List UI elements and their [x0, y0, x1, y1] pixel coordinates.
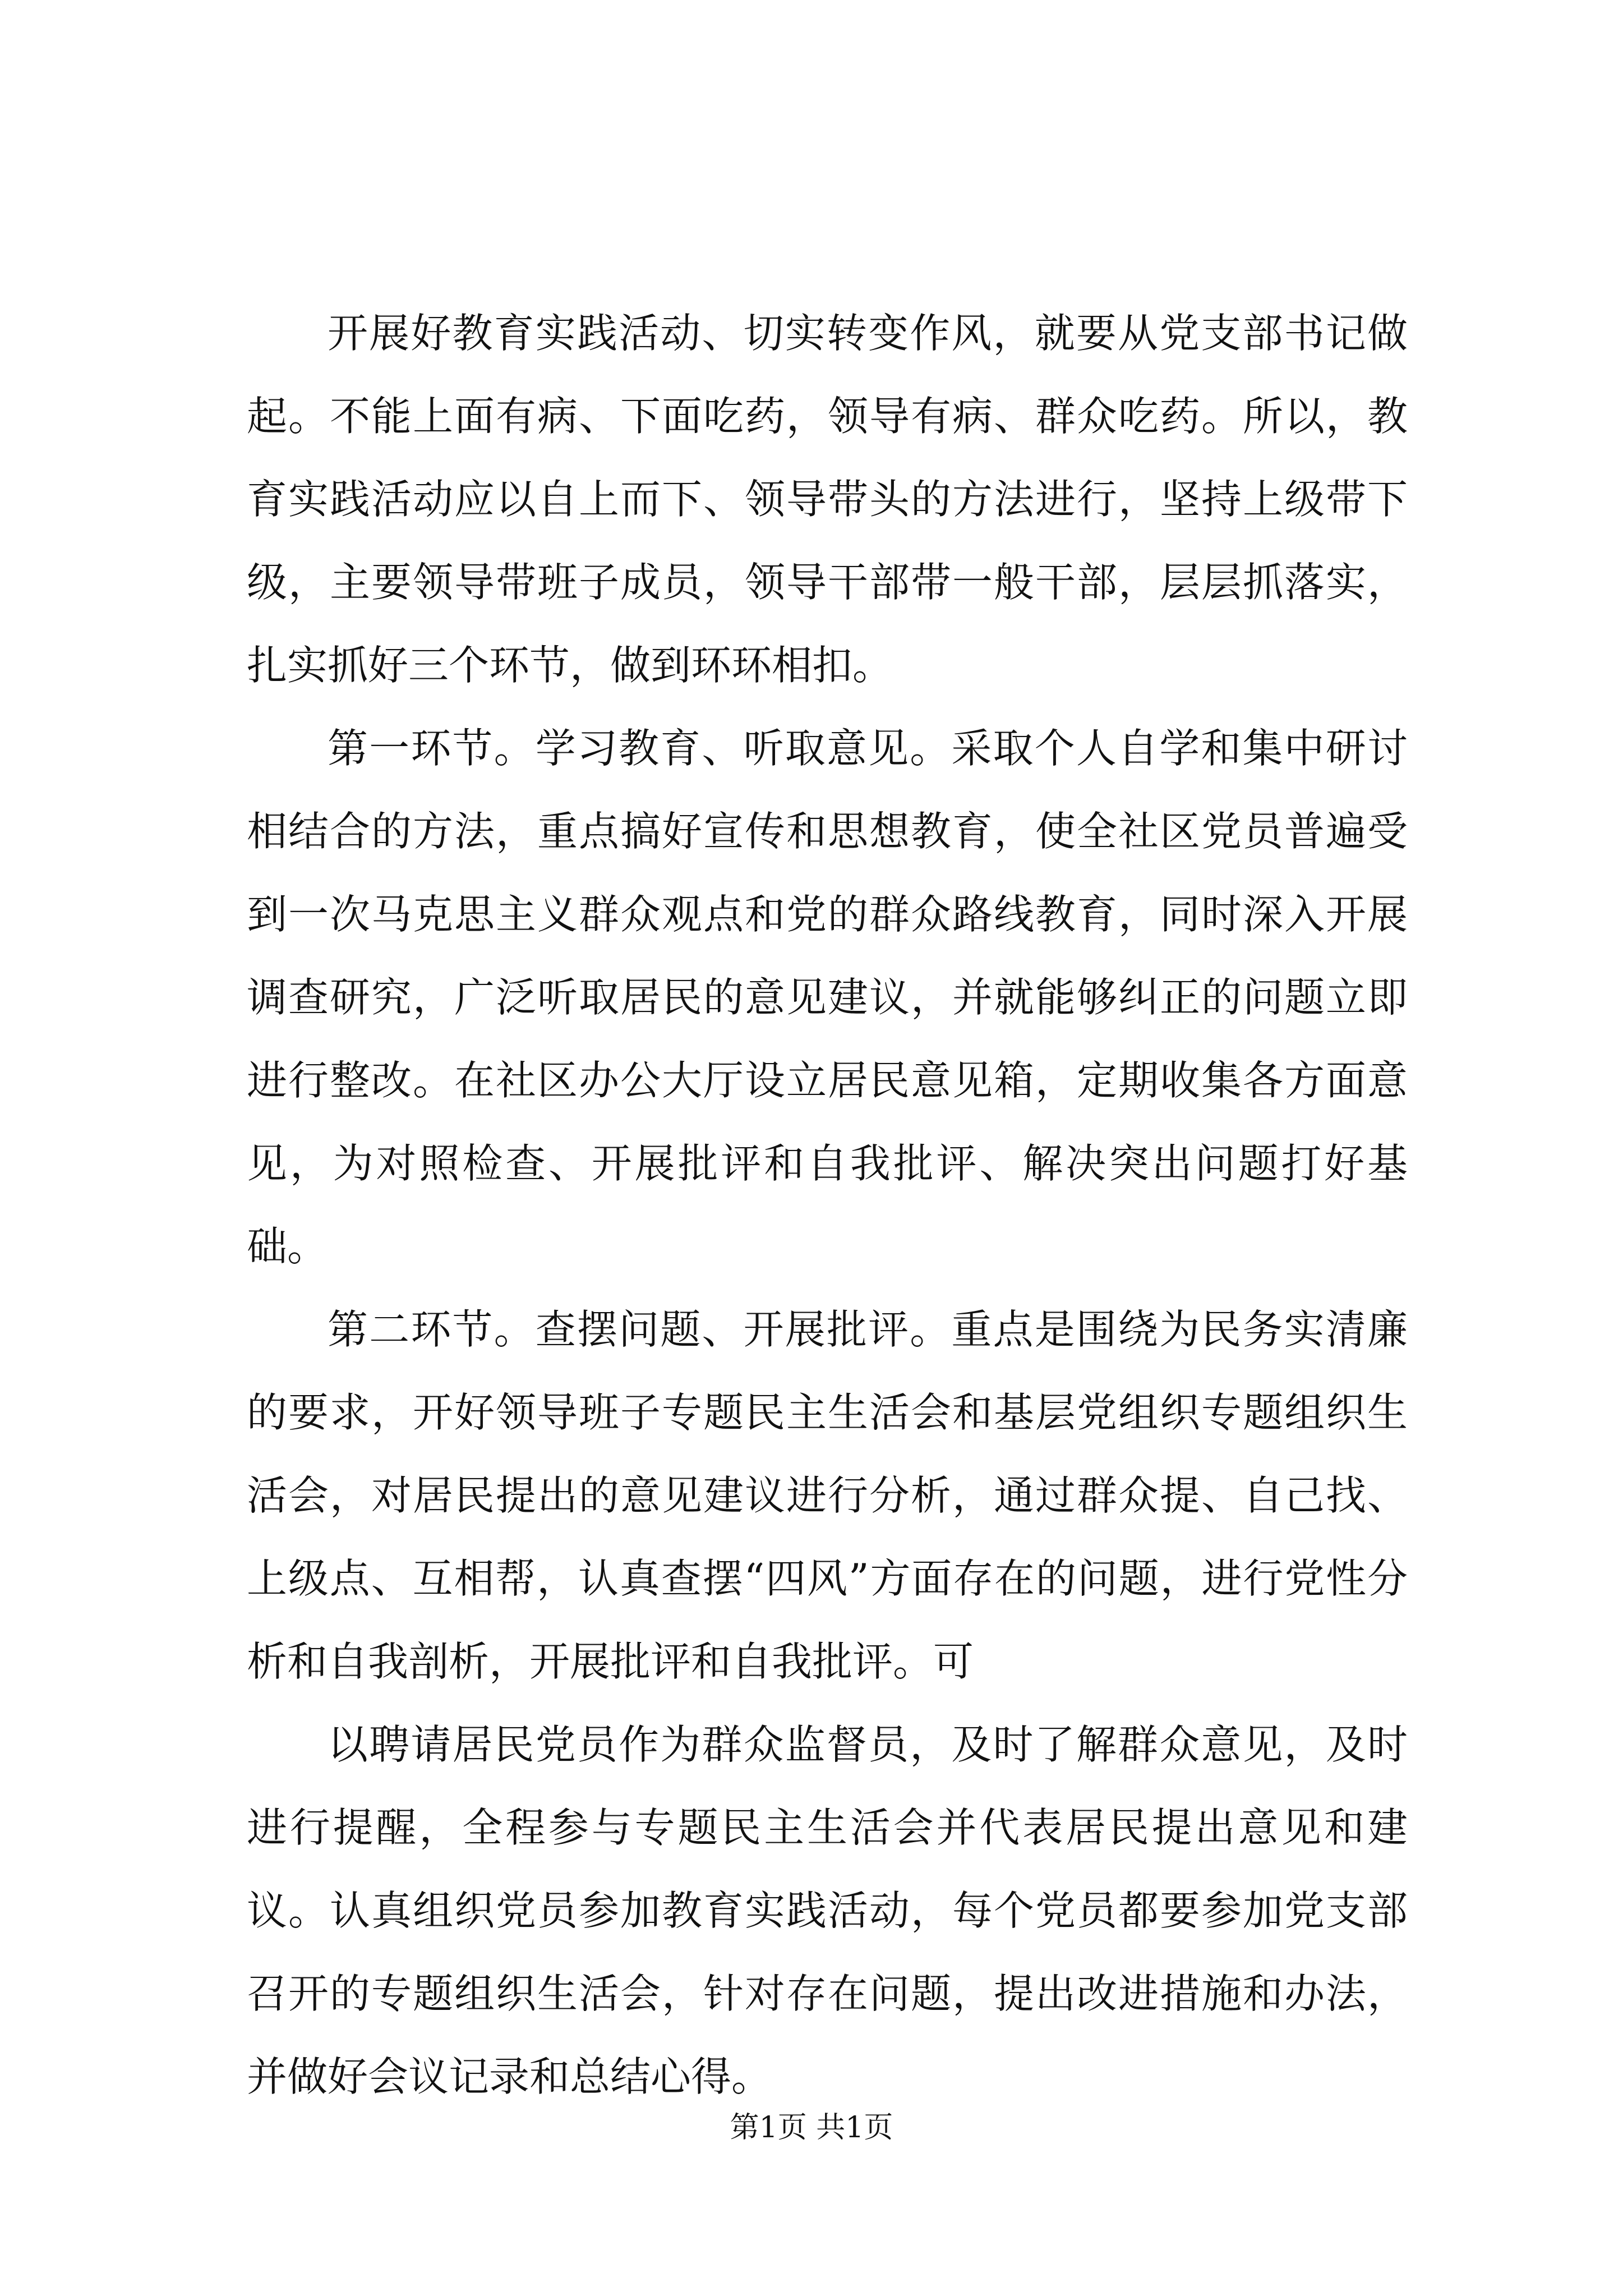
document-body — [247, 292, 1408, 2118]
paragraph-1: 开展好教育实践活动、切实转变作风，就要从党支部书记做起。不能上面有病、下面吃药，领导有病、群众吃药。所以，教育实践活动应以自上而下、领导带头的方法进行，坚持上级带下级，主要领导带班子成员，领导干部带一般干部，层层抓落实，扎实抓好三个环节，做到环环相扣。 — [247, 310, 1408, 689]
page-footer: 第1页 共1页 — [730, 2111, 893, 2145]
paragraph-2: 第一环节。学习教育、听取意见。采取个人自学和集中研讨相结合的方法，重点搞好宣传和思想教育，使全社区党员普遍受到一次马克思主义群众观点和党的群众路线教育，同时深入开展调查研究，广泛听取居民的意见建议，并就能够纠正的问题立即进行整改。在社区办公大厅设立居民意见箱，定期收集各方面意见，为对照检查、开展批评和自我批评、解决突出问题打好基础。 — [247, 725, 1408, 1270]
paragraph-3: 第二环节。查摆问题、开展批评。重点是围绕为民务实清廉的要求，开好领导班子专题民主生活会和基层党组织专题组织生活会，对居民提出的意见建议进行分析，通过群众提、自己找、上级点、互相帮，认真查摆“四风”方面存在的问题，进行党性分析和自我剖析，开展批评和自我批评。可 — [247, 1306, 1408, 1685]
paragraph-4: 以聘请居民党员作为群众监督员，及时了解群众意见，及时进行提醒，全程参与专题民主生活会并代表居民提出意见和建议。认真组织党员参加教育实践活动，每个党员都要参加党支部召开的专题组织生活会，针对存在问题，提出改进措施和办法，并做好会议记录和总结心得。 — [247, 1721, 1408, 2100]
